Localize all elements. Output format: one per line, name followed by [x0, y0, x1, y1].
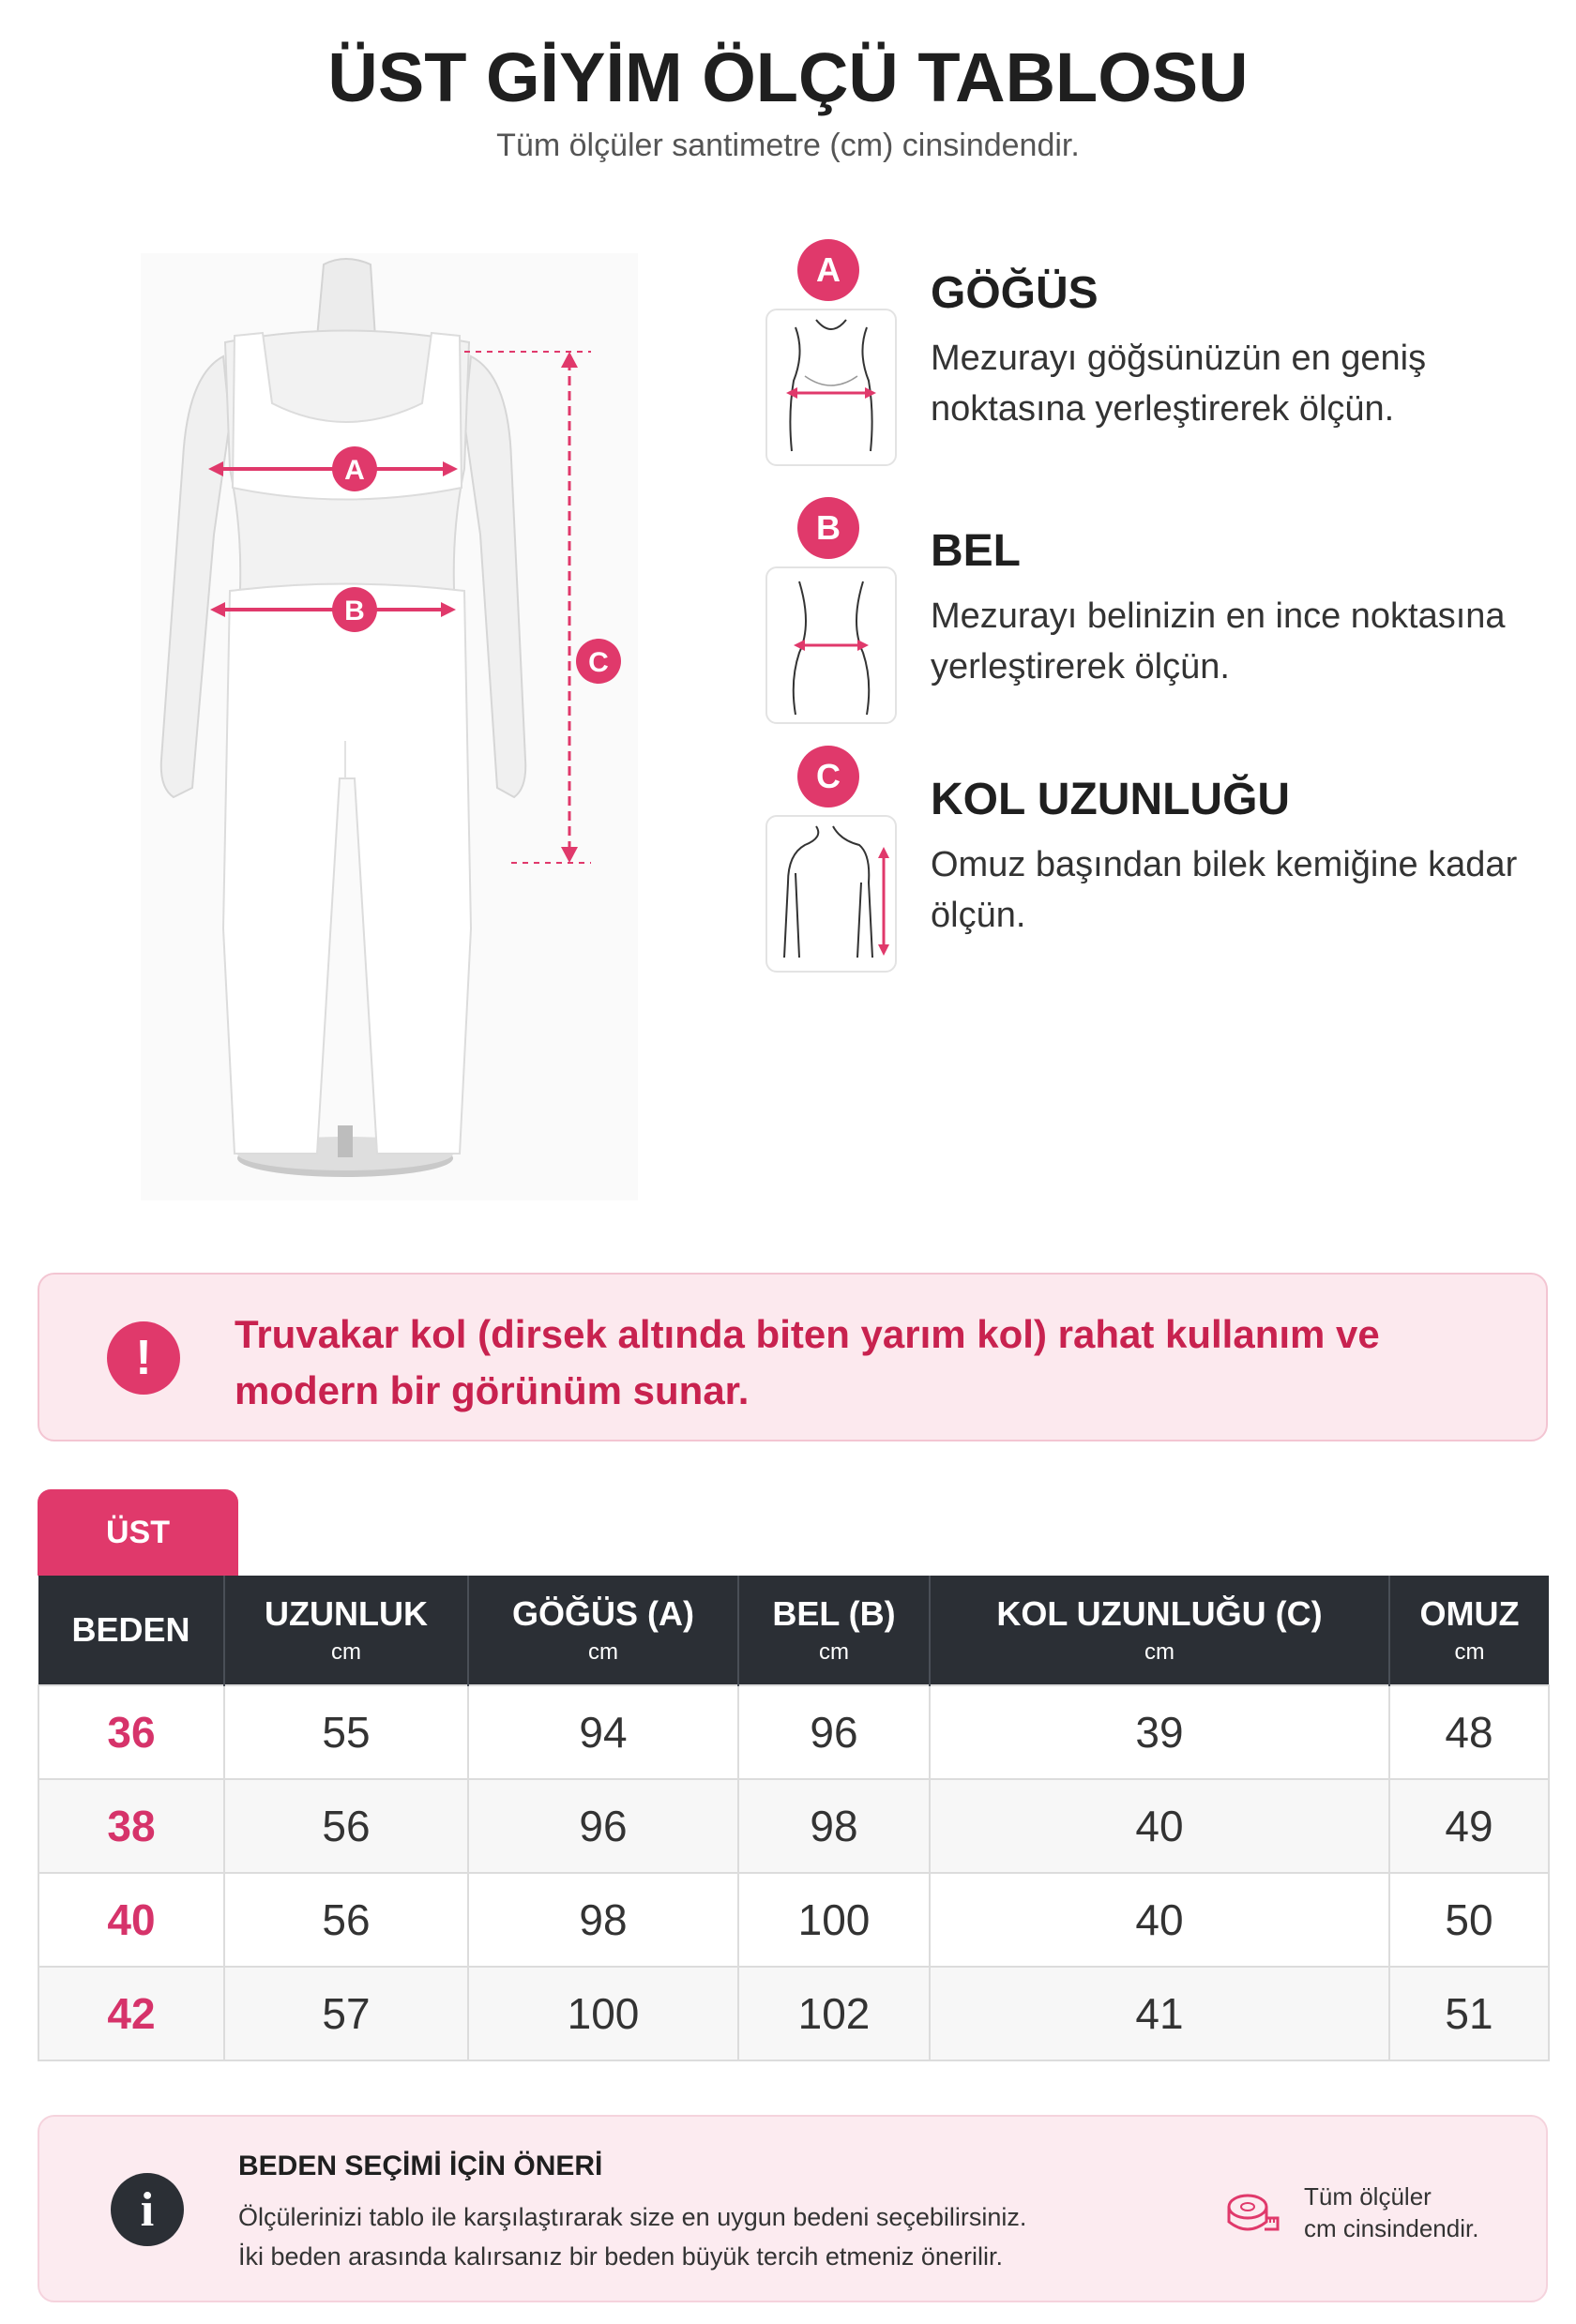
measuring-tape-icon — [1223, 2184, 1281, 2242]
header-uzunluk: UZUNLUK cm — [224, 1576, 468, 1685]
cell-bel: 96 — [738, 1685, 930, 1779]
measure-title-sleeve: KOL UZUNLUĞU — [931, 775, 1291, 824]
tip-note-line-2: cm cinsindendir. — [1304, 2214, 1479, 2242]
cell-size: 38 — [38, 1779, 224, 1873]
size-table — [38, 1576, 1550, 2061]
tip-note-line-1: Tüm ölçüler — [1304, 2182, 1432, 2211]
tab-ust[interactable]: ÜST — [38, 1489, 238, 1576]
chest-thumbnail-icon — [765, 309, 897, 466]
notice-text: Truvakar kol (dirsek altında biten yarım kol) rahat kullanım ve modern bir görünüm sunar. — [235, 1312, 1380, 1412]
table-row — [38, 1873, 1549, 1967]
page-header — [0, 36, 1576, 164]
badge-b: B — [797, 497, 859, 559]
cell-size: 36 — [38, 1685, 224, 1779]
page-subtitle: Tüm ölçüler santimetre (cm) cinsindendir. — [496, 128, 1080, 163]
tip-line-2: İki beden arasında kalırsanız bir beden büyük tercih etmeniz önerilir. — [238, 2242, 1003, 2271]
tip-title: BEDEN SEÇİMİ İÇİN ÖNERİ — [238, 2150, 603, 2181]
header-kol-uzunlugu: KOL UZUNLUĞU (C) cm — [930, 1576, 1389, 1685]
cell-kol-uzunlugu: 40 — [930, 1873, 1389, 1967]
badge-c: C — [797, 746, 859, 807]
cell-uzunluk: 55 — [224, 1685, 468, 1779]
header-gogus: GÖĞÜS (A) cm — [468, 1576, 738, 1685]
label-c: C — [588, 647, 609, 678]
cell-bel: 98 — [738, 1779, 930, 1873]
badge-a: A — [797, 239, 859, 301]
info-icon: i — [111, 2173, 184, 2246]
measure-title-waist: BEL — [931, 526, 1021, 576]
header-omuz: OMUZ cm — [1389, 1576, 1549, 1685]
exclamation-icon: ! — [107, 1321, 180, 1395]
cell-omuz: 48 — [1389, 1685, 1549, 1779]
cell-gogus: 98 — [468, 1873, 738, 1967]
tip-box — [38, 2115, 1548, 2302]
cell-gogus: 100 — [468, 1967, 738, 2060]
tip-note — [1304, 2181, 1478, 2244]
cell-size: 42 — [38, 1967, 224, 2060]
measure-desc-chest: Mezurayı göğsünüzün en geniş noktasına yerleştirerek ölçün. — [931, 339, 1427, 429]
cell-gogus: 94 — [468, 1685, 738, 1779]
cell-kol-uzunlugu: 39 — [930, 1685, 1389, 1779]
waist-thumbnail-icon — [765, 566, 897, 724]
cell-uzunluk: 57 — [224, 1967, 468, 2060]
notice-box — [38, 1273, 1548, 1441]
tip-line-1: Ölçülerinizi tablo ile karşılaştırarak size en uygun bedeni seçebilirsiniz. — [238, 2203, 1027, 2231]
table-row — [38, 1779, 1549, 1873]
table-row — [38, 1685, 1549, 1779]
header-beden: BEDEN — [38, 1576, 224, 1685]
cell-uzunluk: 56 — [224, 1873, 468, 1967]
label-b: B — [344, 596, 365, 626]
label-a: A — [344, 455, 365, 486]
cell-omuz: 49 — [1389, 1779, 1549, 1873]
sleeve-thumbnail-icon — [765, 815, 897, 973]
table-header-row — [38, 1576, 1549, 1685]
page-title: ÜST GİYİM ÖLÇÜ TABLOSU — [327, 38, 1249, 116]
cell-omuz: 50 — [1389, 1873, 1549, 1967]
measure-desc-sleeve: Omuz başından bilek kemiğine kadar ölçün. — [931, 845, 1518, 935]
cell-bel: 102 — [738, 1967, 930, 2060]
cell-gogus: 96 — [468, 1779, 738, 1873]
cell-bel: 100 — [738, 1873, 930, 1967]
mannequin-figure — [141, 253, 638, 1200]
header-bel: BEL (B) cm — [738, 1576, 930, 1685]
cell-kol-uzunlugu: 40 — [930, 1779, 1389, 1873]
cell-uzunluk: 56 — [224, 1779, 468, 1873]
measure-waist — [762, 497, 1568, 732]
measure-chest — [762, 239, 1568, 474]
cell-kol-uzunlugu: 41 — [930, 1967, 1389, 2060]
cell-size: 40 — [38, 1873, 224, 1967]
measure-desc-waist: Mezurayı belinizin en ince noktasına yerleştirerek ölçün. — [931, 596, 1506, 687]
cell-omuz: 51 — [1389, 1967, 1549, 2060]
measure-sleeve — [762, 746, 1568, 980]
measure-title-chest: GÖĞÜS — [931, 268, 1099, 318]
table-row — [38, 1967, 1549, 2060]
